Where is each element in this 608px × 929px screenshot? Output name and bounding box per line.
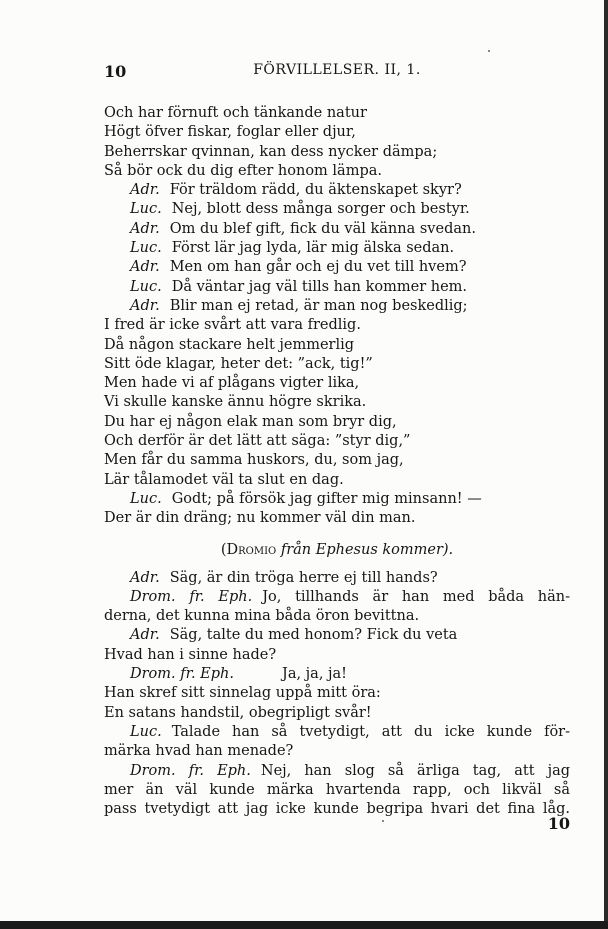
line-text: derna, det kunna mina båda öron bevittna.	[104, 608, 420, 625]
speaker-label: Luc.	[130, 278, 162, 295]
text-line	[104, 162, 570, 181]
speaker-label: Adr.	[130, 182, 160, 199]
speaker-label: Adr.	[130, 297, 160, 314]
text-line	[104, 123, 570, 142]
line-text: märka hvad han menade?	[104, 743, 294, 760]
speech-line	[104, 665, 570, 684]
speck	[382, 820, 384, 822]
line-text: Blir man ej retad, är man nog beskedlig;	[169, 297, 468, 314]
speech-line	[104, 239, 570, 258]
speaker-label: Luc.	[130, 201, 162, 218]
text-line	[104, 374, 570, 393]
text-line	[104, 432, 570, 451]
text-line	[104, 509, 570, 528]
speech-line	[104, 220, 570, 239]
line-text: Men hade vi af plågans vigter lika,	[104, 375, 360, 392]
speech-line	[104, 200, 570, 219]
verse-block	[104, 104, 570, 529]
line-text: Beherrskar qvinnan, kan dess nycker dämpa;	[104, 143, 438, 160]
line-text: Du har ej någon elak man som bryr dig,	[104, 413, 397, 430]
stage-character: Dromio	[226, 541, 277, 558]
line-text: Och derför är det lätt att säga: ”styr dig,”	[104, 433, 411, 450]
line-text: Lär tålamodet väl ta slut en dag.	[104, 471, 344, 488]
text-line	[104, 704, 570, 723]
speech-line	[104, 297, 570, 316]
scan-edge-right	[604, 0, 608, 929]
text-line	[104, 800, 570, 819]
speech-line	[104, 626, 570, 645]
line-text: Vi skulle kanske ännu högre skrika.	[104, 394, 367, 411]
speaker-label: Luc.	[130, 490, 162, 507]
line-text: Säg, är din tröga herre ej till hands?	[169, 569, 438, 586]
line-text: Nej, blott dess många sorger och bestyr.	[171, 201, 470, 218]
line-text: Säg, talte du med honom? Fick du veta	[169, 627, 458, 644]
scan-edge-bottom	[0, 921, 608, 929]
speaker-label: Adr.	[130, 569, 160, 586]
text-line	[104, 355, 570, 374]
text-line	[104, 104, 570, 123]
text-line	[104, 742, 570, 761]
line-text: Högt öfver fiskar, foglar eller djur,	[104, 124, 356, 141]
speaker-label: Drom. fr. Eph.	[130, 762, 251, 779]
speaker-label: Adr.	[130, 259, 160, 276]
speech-line	[104, 258, 570, 277]
text-line	[104, 336, 570, 355]
line-text: Men får du samma huskors, du, som jag,	[104, 452, 404, 469]
line-text: Talade han så tvetydigt, att du icke kunde för-	[171, 723, 570, 740]
line-text: En satans handstil, obegripligt svår!	[104, 704, 372, 721]
line-text: I fred är icke svårt att vara fredlig.	[104, 317, 361, 334]
line-text: För träldom rädd, du äktenskapet skyr?	[169, 182, 462, 199]
line-text: Sitt öde klagar, heter det: ”ack, tig!”	[104, 355, 373, 372]
speaker-label: Adr.	[130, 220, 160, 237]
body-text	[104, 104, 570, 819]
text-line	[104, 646, 570, 665]
text-line	[104, 413, 570, 432]
text-line	[104, 684, 570, 703]
stage-text: från Ephesus kommer).	[280, 541, 454, 558]
line-text: Han skref sitt sinnelag uppå mitt öra:	[104, 685, 381, 702]
text-line	[104, 471, 570, 490]
stage-direction: (Dromio från Ephesus kommer).	[220, 541, 454, 558]
line-text: mer än väl kunde märka hvartenda rapp, och likväl så	[104, 781, 570, 798]
page-number: 10	[104, 62, 127, 81]
line-text: Hvad han i sinne hade?	[104, 646, 277, 663]
speech-line	[104, 278, 570, 297]
speaker-label: Luc.	[130, 723, 162, 740]
speech-line	[104, 490, 570, 509]
line-text: Ja, ja, ja!	[282, 666, 348, 683]
text-line	[104, 781, 570, 800]
line-text: Och har förnuft och tänkande natur	[104, 105, 367, 121]
line-text: Då någon stackare helt jemmerlig	[104, 336, 355, 353]
line-text: Om du blef gift, fick du väl känna svedan.	[169, 220, 476, 237]
speaker-label: Drom. fr. Eph.	[130, 588, 253, 605]
line-text: Godt; på försök jag gifter mig minsann! —	[171, 490, 482, 507]
speaker-label: Adr.	[130, 627, 160, 644]
speck	[488, 50, 490, 52]
speech-line	[104, 588, 570, 607]
speaker-label: Luc.	[130, 240, 162, 257]
line-text: Så bör ock du dig efter honom lämpa.	[104, 162, 382, 179]
speech-line	[104, 181, 570, 200]
line-text: Der är din dräng; nu kommer väl din man.	[104, 510, 416, 527]
running-title: FÖRVILLELSER. II, 1.	[253, 62, 421, 78]
speaker-label: Drom. fr. Eph.	[130, 666, 234, 683]
speech-line	[104, 569, 570, 588]
text-line	[104, 451, 570, 470]
page-header	[104, 62, 570, 84]
text-line	[104, 607, 570, 626]
text-line	[104, 143, 570, 162]
footer-page-number: 10	[547, 814, 570, 833]
line-text: Men om han går och ej du vet till hvem?	[169, 259, 467, 276]
dialogue-block	[104, 569, 570, 820]
text-line	[104, 316, 570, 335]
line-text: Jo, tillhands är han med båda hän-	[262, 588, 570, 605]
speech-line	[104, 762, 570, 781]
line-text: Nej, han slog så ärliga tag, att jag	[260, 762, 570, 779]
speech-line	[104, 723, 570, 742]
line-text: Först lär jag lyda, lär mig älska sedan.	[171, 240, 455, 257]
line-text: pass tvetydigt att jag icke kunde begripa hvari det fina låg.	[104, 801, 570, 818]
line-text: Då väntar jag väl tills han kommer hem.	[171, 278, 468, 295]
text-line	[104, 393, 570, 412]
